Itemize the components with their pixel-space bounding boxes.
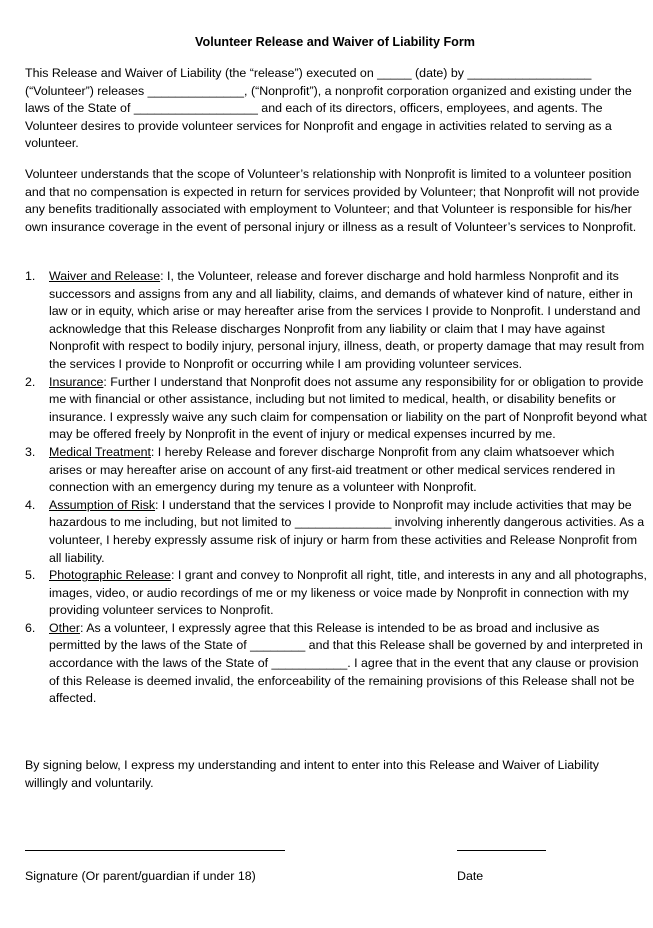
list-item [25,620,650,708]
clause-heading: Photographic Release [49,568,171,583]
clause-heading: Other [49,620,80,635]
list-item [25,444,650,497]
intro-paragraph: This Release and Waiver of Liability (the “release”) executed on _____ (date) by __________________ (“Volunteer”) releases ______________, (“Nonprofit”), a nonprofit corporation organized and existing under the laws of the State of __________________ and each of its directors, officers, employees, and agents. The Volunteer desires to provide volunteer services for Nonprofit and engage in activities related to serving as a volunteer. [25,66,632,151]
list-item [25,567,650,620]
clause-body: : Further I understand that Nonprofit does not assume any responsibility for or obligation to provide me with financial or other assistance, including but not limited to medical, health, or disability benefits or insurance. I expressly waive any such claim for compensation or liability on the part of Nonprofit beyond what may be offered freely by Nonprofit in the event of injury or medical expenses incurred by me. [49,374,647,442]
clause-number: 2. [25,374,36,389]
scope-paragraph: Volunteer understands that the scope of Volunteer’s relationship with Nonprofit is limited to a volunteer position and that no compensation is expected in return for services provided by Volunteer; that Nonprofit will not provide any benefits traditionally associated with employment to Volunteer; and that Volunteer is responsible for his/her own insurance coverage in the event of personal injury or illness as a result of Volunteer’s services to Nonprofit. [25,167,640,234]
clause-number: 5. [25,568,36,583]
clause-body: : As a volunteer, I expressly agree that this Release is intended to be as broad and inclusive as permitted by the laws of the State of ________ and that this Release shall be governed by and interpreted in accordance with the laws of the State of ___________. I agree that in the event that any clause or provision of this Release is deemed invalid, the enforceability of the remaining provisions of this Release shall not be affected. [49,620,643,706]
clause-heading: Insurance [49,374,104,389]
clause-number: 3. [25,444,36,459]
list-item [25,374,650,444]
clause-number: 4. [25,497,36,512]
clause-body: : I hereby Release and forever discharge Nonprofit from any claim whatsoever which arises or may hereafter arise on account of any first-aid treatment or other medical services rendered in connection with an emergency during my tenure as a volunteer with Nonprofit. [49,444,616,495]
clause-body: : I understand that the services I provide to Nonprofit may include activities that may be hazardous to me including, but not limited to ______________ involving inherently dangerous activities. As a volunteer, I hereby expressly assume risk of injury or harm from these activities and Release Nonprofit from all liability. [49,497,645,565]
date-line[interactable] [457,850,546,851]
list-item [25,497,650,567]
document-title: Volunteer Release and Waiver of Liability Form [195,35,475,49]
list-item [25,268,650,374]
clause-heading: Waiver and Release [49,269,161,283]
date-label: Date [457,869,484,883]
clause-number: 6. [25,620,36,635]
clause-body: : I grant and convey to Nonprofit all right, title, and interests in any and all photographs, images, video, or audio recordings of me or my likeness or voice made by Nonprofit in connection with my providing volunteer services to Nonprofit. [49,568,647,618]
clause-number: 1. [25,269,36,283]
closing-paragraph: By signing below, I express my understanding and intent to enter into this Release and Waiver of Liability willingly and voluntarily. [25,758,599,790]
signature-line[interactable] [25,850,285,851]
clauses-list [25,268,650,708]
clause-heading: Medical Treatment [49,444,151,459]
clause-body: : I, the Volunteer, release and forever discharge and hold harmless Nonprofit and its successors and assigns from any and all liability, claims, and demands of whatever kind of nature, either in law or in equity, which arise or may hereafter arise from the services I provide to Nonprofit. I understand and acknowledge that this Release discharges Nonprofit from any liability or claim that I may have against Nonprofit with respect to bodily injury, personal injury, illness, death, or property damage that may result from the services I provide to Nonprofit or occurring while I am providing volunteer services. [49,269,645,371]
signature-label: Signature (Or parent/guardian if under 18) [25,869,256,883]
clause-heading: Assumption of Risk [49,497,156,512]
